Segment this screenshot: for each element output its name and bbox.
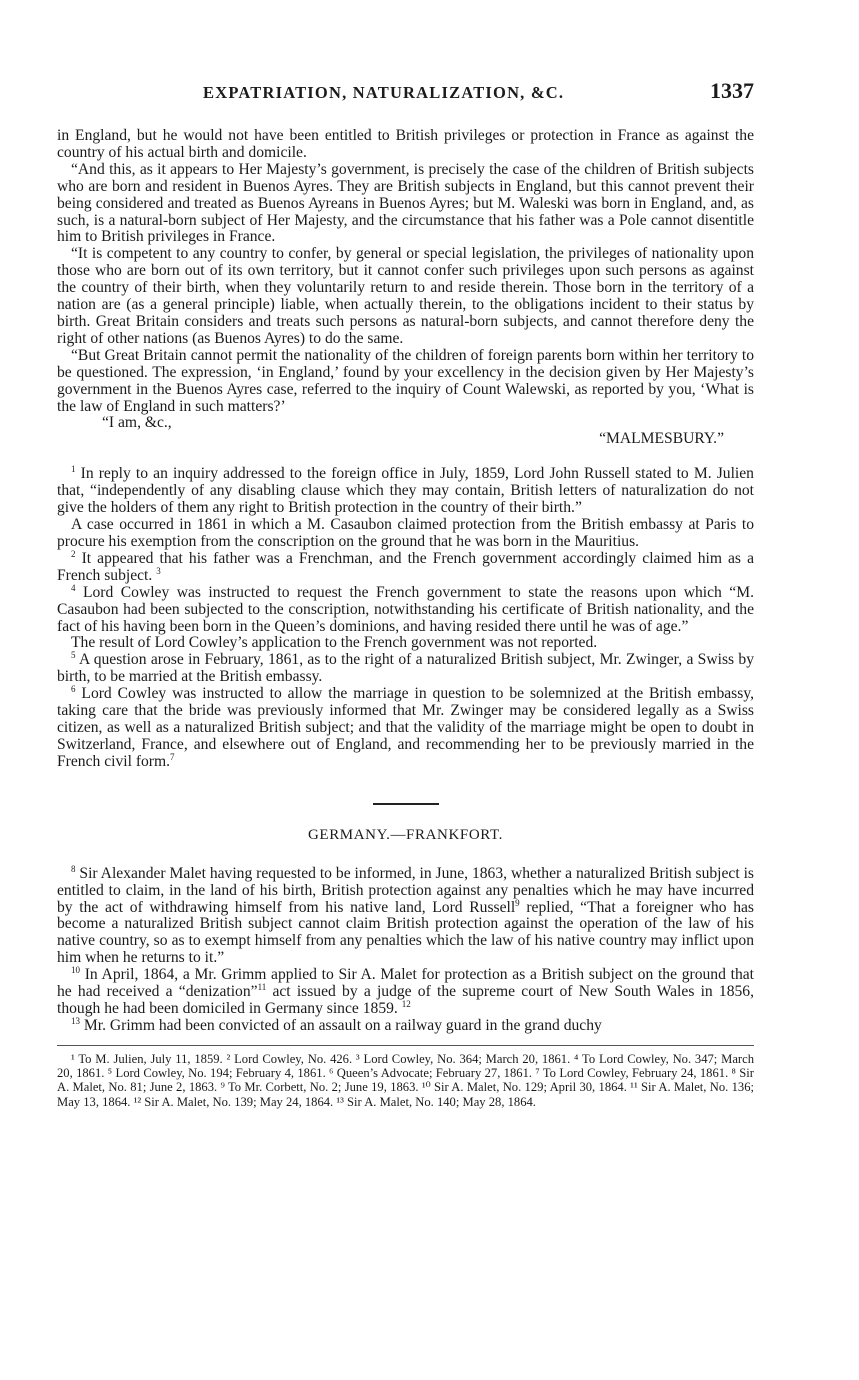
note-mark: 6	[71, 684, 76, 694]
footnotes	[57, 1052, 754, 1109]
paragraph-text: Lord Cowley was instructed to request the French government to state the reasons upon which “M. Casaubon had been subjected to the conscription, notwithstanding his certificate of British nationality, and the fact of his having been born in the Queen’s dominions, and having resided there until he was of age.”	[57, 583, 754, 635]
note-mark: 13	[71, 1015, 80, 1026]
footnote-text: ¹ To M. Julien, July 11, 1859. ² Lord Cowley, No. 426. ³ Lord Cowley, No. 364; March 20, 1861. ⁴ To Lord Cowley, No. 347; March 20, 1861. ⁵ Lord Cowley, No. 194; February 4, 1861. ⁶ Queen’s Advocate; February 27, 1861. ⁷ To Lord Cowley, February 24, 1861. ⁸ Sir A. Malet, No. 81; June 2, 1863. ⁹ To Mr. Corbett, No. 2; June 19, 1863. ¹⁰ Sir A. Malet, No. 129; April 30, 1864. ¹¹ Sir A. Malet, No. 136; May 13, 1864. ¹² Sir A. Malet, No. 139; May 24, 1864. ¹³ Sir A. Malet, No. 140; May 28, 1864.	[57, 1051, 754, 1109]
signature-closing: “I am, &c.,	[102, 414, 172, 432]
note-mark: 3	[156, 565, 161, 576]
page-header	[57, 78, 754, 128]
section-title: GERMANY.—FRANKFORT.	[308, 826, 503, 843]
book-page	[57, 78, 754, 1109]
paragraph	[57, 548, 754, 585]
paragraph-text: A question arose in February, 1861, as to the right of a naturalized British subject, Mr. Zwinger, a Swiss by birth, to be married at the British embassy.	[57, 651, 754, 686]
paragraph	[57, 686, 754, 771]
signature-name: “MALMESBURY.”	[599, 430, 724, 448]
running-title: EXPATRIATION, NATURALIZATION, &C.	[203, 83, 565, 102]
note-mark: 1	[71, 464, 76, 475]
page-number: 1337	[710, 78, 754, 103]
paragraph	[57, 863, 754, 967]
note-mark: 12	[401, 998, 411, 1009]
note-mark: 10	[71, 964, 80, 975]
paragraph: “But Great Britain cannot permit the nationality of the children of foreign parents born within her territory to be questioned. The expression, ‘in England,’ found by your excellency in the decision given by Her Majesty’s government in the Buenos Ayres case, referred to the inquiry of Count Walewski, as reported by you, ‘What is the law of England in such matters?’	[57, 346, 754, 415]
paragraph	[57, 517, 754, 551]
section-divider	[373, 803, 439, 805]
paragraph-text: In April, 1864, a Mr. Grimm applied to Sir A. Malet for protection as a British subject on the ground that he had received a “denization”	[57, 966, 754, 1001]
note-mark: 2	[71, 548, 76, 559]
note-mark: 11	[257, 981, 267, 992]
paragraph: “And this, as it appears to Her Majesty’s government, is precisely the case of the children of British subjects who are born and resident in Buenos Ayres. They are British subjects in England, but this cannot prevent their being considered and treated as Buenos Ayreans in Buenos Ayres; but M. Waleski was born in England, and, as such, is a natural-born subject of Her Majesty, and the circumstance that his father was a Pole cannot disentitle him to British privileges in France.	[57, 160, 754, 246]
note-mark: 5	[71, 650, 76, 661]
paragraph	[57, 582, 754, 636]
paragraph-text: Lord Cowley was instructed to allow the marriage in question to be solemnized at the British embassy, taking care that the bride was previously informed that Mr. Zwinger may be considered legally as a Swiss citizen, as well as a naturalized British subject; and that the validity of the marriage might be open to doubt in Switzerland, France, and elsewhere out of England, and recommending her to be previously married in the French civil form.	[57, 685, 754, 770]
paragraph: “It is competent to any country to confer, by general or special legislation, the privileges of nationality upon those who are born out of its own territory, but it cannot confer such privileges upon such persons as against the country of their birth, when they voluntarily return to and reside therein. Those born in the territory of a nation are (as a general principle) liable, when actually therein, to the obligations incident to their status by birth. Great Britain considers and treats such persons as natural-born subjects, and cannot therefore deny the right of other nations (as Buenos Ayres) to do the same.	[57, 245, 754, 347]
paragraph-text: A case occurred in 1861 in which a M. Casaubon claimed protection from the British embassy at Paris to procure his exemption from the conscription on the ground that he was born in the Mauritius.	[57, 516, 754, 551]
paragraph-text: Sir Alexander Malet having requested to be informed, in June, 1863, whether a naturalized British subject is entitled to claim, in the land of his birth, British protection against any penalties which he may have incurred by the act of withdrawing himself from his native land, Lord Russell	[57, 864, 754, 916]
paragraph	[57, 652, 754, 686]
paragraph: in England, but he would not have been entitled to British privileges or protection in France as against the country of his actual birth and domicile.	[57, 127, 754, 161]
paragraph-text: Mr. Grimm had been convicted of an assault on a railway guard in the grand duchy	[83, 1016, 602, 1034]
note-mark: 8	[71, 863, 76, 874]
paragraph	[57, 964, 755, 1018]
footnote-divider	[57, 1045, 754, 1046]
paragraph-text: The result of Lord Cowley’s application to the French government was not reported.	[71, 634, 598, 652]
paragraph-text: It appeared that his father was a Frenchman, and the French government accordingly claimed him as a French subject.	[57, 549, 754, 584]
paragraph-text: replied, “That a foreigner who has become a naturalized British subject cannot claim British protection against the operation of the law of his native country, so as to exempt himself from any penalties which the law of his native country may inflict upon him when he returns to it.”	[57, 898, 754, 967]
letter-signature	[57, 415, 754, 449]
note-mark: 7	[170, 751, 175, 762]
paragraph	[57, 635, 754, 652]
paragraph	[57, 466, 754, 517]
note-mark: 4	[71, 582, 76, 593]
paragraph-text: In reply to an inquiry addressed to the foreign office in July, 1859, Lord John Russell stated to M. Julien that, “independently of any disabling clause which they may contain, British letters of naturalization do not give the holders of them any right to British protection in the country of their birth.”	[57, 465, 754, 517]
note-mark: 9	[515, 897, 520, 908]
paragraph-text: act issued by a judge of the supreme court of New South Wales in 1856, though he had been domiciled in Germany since 1859.	[57, 983, 755, 1017]
paragraph	[57, 1015, 754, 1035]
